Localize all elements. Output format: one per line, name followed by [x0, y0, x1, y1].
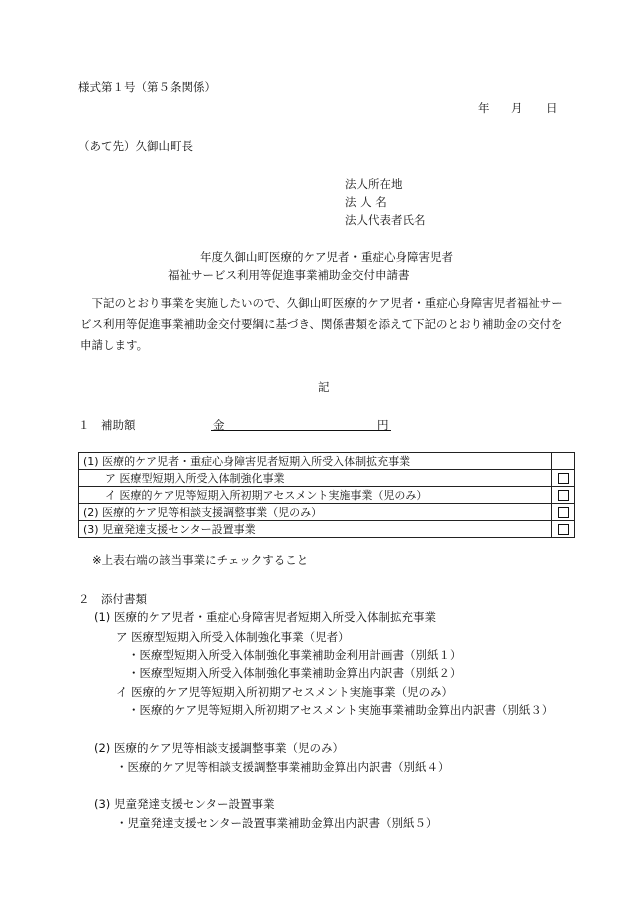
attachments-s1a: ア 医療型短期入所受入体制強化事業（児者） — [116, 630, 350, 644]
project-table — [78, 452, 575, 538]
table-row — [79, 521, 575, 538]
attachments-s1a-1: ・医療型短期入所受入体制強化事業補助金利用計画書（別紙１） — [128, 648, 462, 662]
applicant-name-label: 法 人 名 — [345, 195, 387, 209]
amount-kin: 金 — [213, 418, 225, 432]
date-month: 月 — [511, 101, 523, 115]
project-row-1a: ア 医療型短期入所受入体制強化事業 — [79, 470, 552, 487]
body-paragraph: 下記のとおり事業を実施したいので、久御山町医療的ケア児者・重症心身障害児者福祉サービス利用等促進事業補助金交付要綱に基づき、関係書類を添えて下記のとおり補助金の交付を申請します。 — [80, 296, 563, 352]
table-row — [79, 453, 575, 470]
project-row-1b: イ 医療的ケア児等短期入所初期アセスメント実施事業（児のみ） — [79, 487, 552, 504]
table-row — [79, 504, 575, 521]
title-line-1: 年度久御山町医療的ケア児者・重症心身障害児者 — [200, 250, 453, 264]
checkbox-1a[interactable] — [558, 473, 569, 484]
project-row-2: (2) 医療的ケア児等相談支援調整事業（児のみ） — [79, 504, 552, 521]
title-line-2: 福祉サービス利用等促進事業補助金交付申請書 — [168, 268, 410, 282]
attachments-s1a-2: ・医療型短期入所受入体制強化事業補助金算出内訳書（別紙２） — [128, 666, 462, 680]
attachments-s1b-1: ・医療的ケア児等短期入所初期アセスメント実施事業補助金算出内訳書（別紙３） — [128, 703, 554, 717]
checkbox-3[interactable] — [558, 524, 569, 535]
ki-heading: 記 — [318, 380, 330, 394]
project-row-1: (1) 医療的ケア児者・重症心身障害児者短期入所受入体制拡充事業 — [79, 453, 552, 470]
attachments-s1: (1) 医療的ケア児者・重症心身障害児者短期入所受入体制拡充事業 — [94, 610, 436, 624]
amount-label: １ 補助額 — [78, 418, 136, 432]
project-row-3: (3) 児童発達支援センター設置事業 — [79, 521, 552, 538]
addressee: （あて先）久御山町長 — [78, 139, 193, 153]
table-note: ※上表右端の該当事業にチェックすること — [92, 553, 309, 567]
attachments-heading: ２ 添付書類 — [78, 592, 147, 606]
applicant-address-label: 法人所在地 — [345, 177, 403, 191]
attachments-s2: (2) 医療的ケア児等相談支援調整事業（児のみ） — [94, 741, 344, 755]
amount-underline — [211, 430, 391, 431]
attachments-s3: (3) 児童発達支援センター設置事業 — [94, 797, 275, 811]
table-row — [79, 470, 575, 487]
applicant-rep-label: 法人代表者氏名 — [345, 213, 426, 227]
table-row — [79, 487, 575, 504]
amount-yen: 円 — [377, 418, 389, 432]
attachments-s3-1: ・児童発達支援センター設置事業補助金算出内訳書（別紙５） — [116, 816, 438, 830]
date-day: 日 — [546, 101, 558, 115]
attachments-s2-1: ・医療的ケア児等相談支援調整事業補助金算出内訳書（別紙４） — [116, 760, 450, 774]
attachments-s1b: イ 医療的ケア児等短期入所初期アセスメント実施事業（児のみ） — [116, 685, 454, 699]
date-year: 年 — [478, 101, 490, 115]
checkbox-1b[interactable] — [558, 490, 569, 501]
checkbox-cell-empty — [552, 453, 575, 470]
checkbox-2[interactable] — [558, 507, 569, 518]
form-number: 様式第１号（第５条関係） — [78, 80, 216, 94]
